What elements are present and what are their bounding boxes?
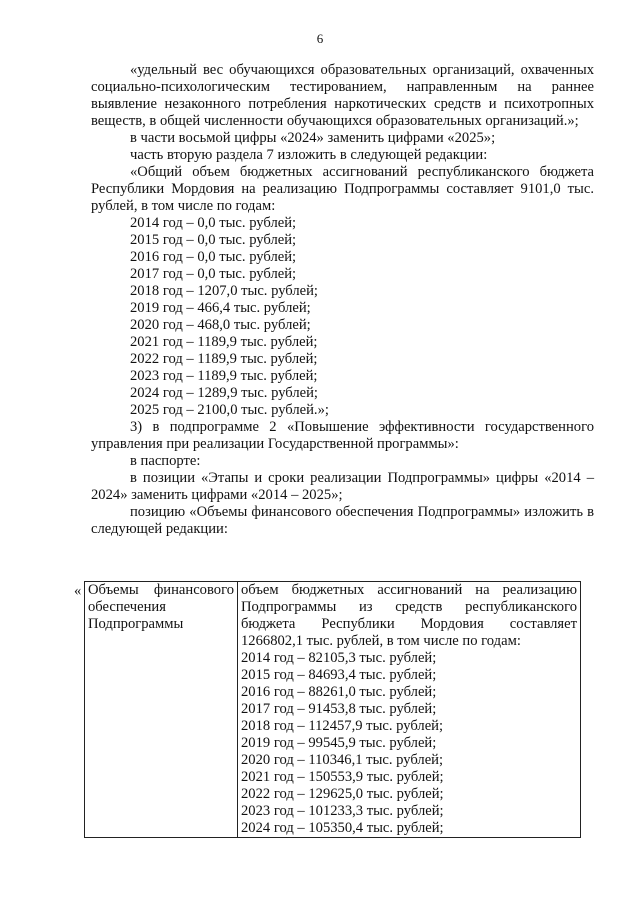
year-line: 2020 год – 468,0 тыс. рублей; (130, 317, 311, 333)
year-line: 2024 год – 1289,9 тыс. рублей; (130, 385, 318, 401)
label-line: Объемы финансового (88, 582, 234, 598)
table-cell-value (238, 582, 581, 838)
year-line: 2023 год – 1189,9 тыс. рублей; (130, 368, 318, 384)
year-line: 2014 год – 82105,3 тыс. рублей; (241, 650, 437, 666)
funding-table (84, 581, 581, 838)
label-line: обеспечения (88, 599, 166, 615)
year-line: 2019 год – 466,4 тыс. рублей; (130, 300, 311, 316)
paragraph-digits-change: в части восьмой цифры «2024» заменить цифрами «2025»; (130, 130, 496, 146)
year-line: 2024 год – 105350,4 тыс. рублей; (241, 820, 444, 836)
year-line: 2019 год – 99545,9 тыс. рублей; (241, 735, 437, 751)
paragraph-stages: в позиции «Этапы и сроки реализации Подпрограммы» цифры «2014 – 2024» заменить цифрами «2014 – 2025»; (91, 470, 594, 503)
year-line: 2015 год – 84693,4 тыс. рублей; (241, 667, 437, 683)
value-line: объем бюджетных ассигнований на реализацию (241, 582, 577, 598)
year-line: 2014 год – 0,0 тыс. рублей; (130, 215, 297, 231)
value-line: бюджета Республики Мордовия составляет (241, 616, 577, 632)
year-line: 2023 год – 101233,3 тыс. рублей; (241, 803, 444, 819)
open-quote: « (74, 583, 82, 599)
paragraph-section-7: часть вторую раздела 7 изложить в следующей редакции: (130, 147, 488, 163)
year-line: 2017 год – 0,0 тыс. рублей; (130, 266, 297, 282)
paragraph-funding-position: позицию «Объемы финансового обеспечения Подпрограммы» изложить в следующей редакции: (91, 504, 594, 537)
year-line: 2016 год – 0,0 тыс. рублей; (130, 249, 297, 265)
value-line: 1266802,1 тыс. рублей, в том числе по годам: (241, 633, 521, 649)
table-row (85, 582, 581, 838)
paragraph-indicator: «удельный вес обучающихся образовательных организаций, охваченных социально-психологическим тестированием, направленным на раннее выявление незаконного потребления наркотических средств и психотропных веществ, в общей численности обучающихся образовательных организаций.»; (91, 62, 594, 129)
years-list (91, 215, 594, 419)
table-cell-label (85, 582, 238, 838)
page-number: 6 (316, 31, 324, 46)
year-line: 2016 год – 88261,0 тыс. рублей; (241, 684, 437, 700)
year-line: 2025 год – 2100,0 тыс. рублей.»; (130, 402, 329, 418)
year-line: 2015 год – 0,0 тыс. рублей; (130, 232, 297, 248)
year-line: 2022 год – 129625,0 тыс. рублей; (241, 786, 444, 802)
year-line: 2021 год – 150553,9 тыс. рублей; (241, 769, 444, 785)
paragraph-subprogram-2: 3) в подпрограмме 2 «Повышение эффективности государственного управления при реализации Государственной программы»: (91, 419, 594, 452)
year-line: 2022 год – 1189,9 тыс. рублей; (130, 351, 318, 367)
label-line: Подпрограммы (88, 616, 184, 632)
paragraph-passport: в паспорте: (130, 453, 201, 469)
year-line: 2018 год – 1207,0 тыс. рублей; (130, 283, 318, 299)
value-line: Подпрограммы из средств республиканского (241, 599, 577, 615)
paragraph-total-volume: «Общий объем бюджетных ассигнований республиканского бюджета Республики Мордовия на реализацию Подпрограммы составляет 9101,0 тыс. рублей, в том числе по годам: (91, 164, 594, 214)
year-line: 2021 год – 1189,9 тыс. рублей; (130, 334, 318, 350)
year-line: 2018 год – 112457,9 тыс. рублей; (241, 718, 444, 734)
year-line: 2020 год – 110346,1 тыс. рублей; (241, 752, 444, 768)
document-body (91, 62, 594, 538)
year-line: 2017 год – 91453,8 тыс. рублей; (241, 701, 437, 717)
